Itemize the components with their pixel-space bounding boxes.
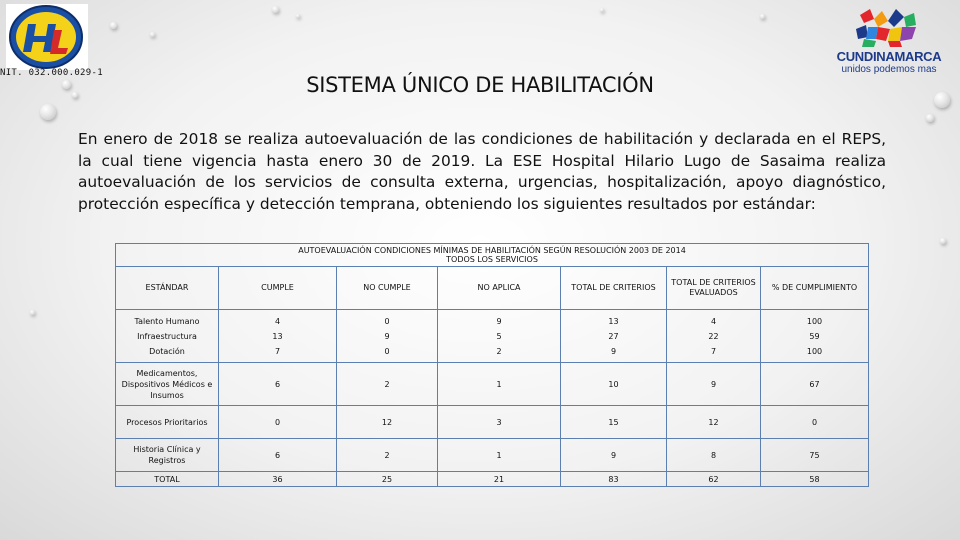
- table-cell: 6: [219, 439, 337, 472]
- cundinamarca-brand: CUNDINAMARCA: [836, 49, 942, 64]
- column-header: ESTÁNDAR: [116, 267, 219, 310]
- cell-value: 27: [608, 331, 619, 341]
- table-caption-line2: TODOS LOS SERVICIOS: [446, 255, 538, 264]
- cell-value: 100: [806, 316, 823, 326]
- table-cell: 15: [561, 406, 667, 439]
- cell-value: 22: [708, 331, 719, 341]
- table-cell: 2: [337, 439, 438, 472]
- table-cell: 3: [438, 406, 561, 439]
- table-row-group: [116, 310, 869, 363]
- cell-value: Dotación: [149, 346, 185, 356]
- column-header: NO APLICA: [438, 267, 561, 310]
- table-cell: 8: [667, 439, 761, 472]
- table-cell-standard: Medicamentos, Dispositivos Médicos e Insumos: [116, 363, 219, 406]
- column-header: NO CUMPLE: [337, 267, 438, 310]
- table-cell: 1: [438, 363, 561, 406]
- column-header: CUMPLE: [219, 267, 337, 310]
- table-caption: [116, 244, 869, 267]
- column-header: TOTAL DE CRITERIOS: [561, 267, 667, 310]
- water-drop-decoration: [150, 32, 155, 37]
- cell-value: 9: [384, 331, 390, 341]
- table-cell: 1: [438, 439, 561, 472]
- cell-value: 0: [384, 316, 390, 326]
- table-cell: 12: [667, 406, 761, 439]
- cell-value: 7: [274, 346, 281, 356]
- water-drop-decoration: [760, 14, 765, 19]
- table-cell: 6: [219, 363, 337, 406]
- cell-value: 4: [274, 316, 281, 326]
- water-drop-decoration: [940, 238, 946, 244]
- cell-value: 100: [806, 346, 823, 356]
- table-cell: [667, 310, 761, 363]
- table-row: [116, 439, 869, 472]
- table-cell: 75: [761, 439, 869, 472]
- table-cell: 12: [337, 406, 438, 439]
- water-drop-decoration: [296, 14, 300, 18]
- column-header: TOTAL DE CRITERIOS EVALUADOS: [667, 267, 761, 310]
- table-cell: 9: [561, 439, 667, 472]
- cundinamarca-slogan: unidos podemos mas: [841, 64, 937, 75]
- table-cell: 10: [561, 363, 667, 406]
- habilitation-table-container: [115, 243, 868, 490]
- cundinamarca-mosaic-icon: [830, 5, 948, 49]
- water-drop-decoration: [272, 6, 279, 13]
- hospital-seal-icon: [6, 4, 88, 70]
- table-cell-standard: Procesos Prioritarios: [116, 406, 219, 439]
- table-cell-standard: Historia Clínica y Registros: [116, 439, 219, 472]
- table-cell: [438, 310, 561, 363]
- water-drop-decoration: [926, 114, 934, 122]
- table-cell: 25: [337, 472, 438, 487]
- cell-value: 13: [272, 331, 283, 341]
- page-title: SISTEMA ÚNICO DE HABILITACIÓN: [306, 73, 654, 97]
- water-drop-decoration: [110, 22, 117, 29]
- table-caption-line1: AUTOEVALUACIÓN CONDICIONES MÍNIMAS DE HABILITACIÓN SEGÚN RESOLUCIÓN 2003 DE 2014: [298, 246, 686, 255]
- table-cell: 67: [761, 363, 869, 406]
- table-cell: [219, 310, 337, 363]
- table-caption-row: [116, 244, 869, 267]
- water-drop-decoration: [30, 310, 35, 315]
- cell-value: 4: [710, 316, 717, 326]
- table-row: [116, 406, 869, 439]
- water-drop-decoration: [40, 104, 56, 120]
- table-cell: [761, 310, 869, 363]
- table-cell: 36: [219, 472, 337, 487]
- cell-value: 59: [809, 331, 820, 341]
- table-cell: [337, 310, 438, 363]
- table-cell: 0: [219, 406, 337, 439]
- cell-value: 9: [610, 346, 617, 356]
- table-cell: 58: [761, 472, 869, 487]
- table-cell: 9: [667, 363, 761, 406]
- table-row-total: [116, 472, 869, 487]
- table-cell: 0: [761, 406, 869, 439]
- hospital-logo: [6, 4, 88, 70]
- cell-value: Infraestructura: [137, 331, 197, 341]
- cundinamarca-logo: [830, 5, 948, 77]
- cell-value: Talento Humano: [134, 316, 200, 326]
- table-row: [116, 363, 869, 406]
- table-cell-standard: [116, 310, 219, 363]
- habilitation-results-table: [115, 243, 869, 487]
- table-header-row: [116, 267, 869, 310]
- table-cell: 2: [337, 363, 438, 406]
- cell-value: 0: [384, 346, 390, 356]
- cell-value: 13: [608, 316, 619, 326]
- table-cell: 83: [561, 472, 667, 487]
- cell-value: 9: [496, 316, 502, 326]
- table-cell: [561, 310, 667, 363]
- column-header: % DE CUMPLIMIENTO: [761, 267, 869, 310]
- table-cell-standard: TOTAL: [116, 472, 219, 487]
- nit-number: NIT. 032.000.029-1: [0, 68, 103, 78]
- cell-value: 5: [496, 331, 502, 341]
- table-cell: 21: [438, 472, 561, 487]
- table-cell: 62: [667, 472, 761, 487]
- cell-value: 2: [496, 346, 502, 356]
- intro-paragraph: En enero de 2018 se realiza autoevaluación de las condiciones de habilitación y declarada en el REPS, la cual tiene vigencia hasta enero 30 de 2019. La ESE Hospital Hilario Lugo de Sasaima realiza autoevaluación de los servicios de consulta externa, urgencias, hospitalización, apoyo diagnóstico, protección específica y detección temprana, obteniendo los siguientes resultados por estándar:: [78, 130, 886, 213]
- cell-value: 7: [710, 346, 717, 356]
- water-drop-decoration: [600, 8, 604, 12]
